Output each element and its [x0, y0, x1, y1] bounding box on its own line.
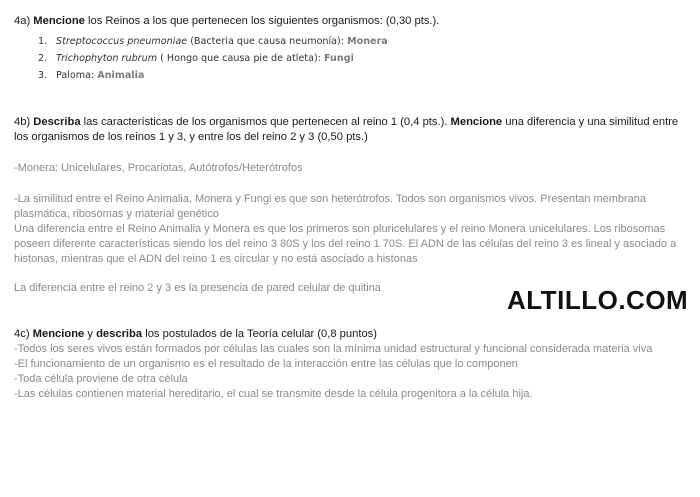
question-4c-mid: y	[84, 328, 97, 340]
organism-name: Trichophyton rubrum	[56, 53, 158, 64]
question-4b-text-1: las características de los organismos que pertenecen al reino 1 (0,4 pts.).	[80, 116, 451, 128]
question-4b-verb-1: Describa	[33, 116, 81, 128]
answer-4c-postulate: -El funcionamiento de un organismo es el resultado de la interacción entre las células que lo componen	[14, 358, 518, 370]
question-4a-text: los Reinos a los que pertenecen los siguientes organismos: (0,30 pts.).	[84, 15, 440, 27]
site-watermark: ALTILLO.COM	[507, 285, 689, 315]
organism-desc: ( Hongo que causa pie de atleta):	[157, 53, 324, 64]
kingdom-answer: Animalia	[97, 70, 145, 81]
organism-list	[14, 33, 690, 84]
list-item	[38, 33, 690, 50]
organism-desc: (Bacteria que causa neumonía):	[187, 36, 348, 47]
organism-desc: Paloma:	[56, 70, 98, 81]
answer-4b-characteristics: -Monera: Unicelulares, Procariotas, Autótrofos/Heterótrofos	[14, 162, 303, 174]
question-4c-verb-1: Mencione	[32, 328, 85, 340]
question-4c	[14, 327, 690, 342]
item-number: 1.	[38, 36, 48, 47]
answer-4b-difference-2-3: La diferencia entre el reino 2 y 3 es la presencia de pared celular de quitina	[14, 282, 381, 294]
list-item	[38, 50, 690, 67]
question-4b-prefix: 4b)	[14, 116, 34, 128]
question-4c-prefix: 4c)	[14, 328, 33, 340]
answer-4b-similarity: -La similitud entre el Reino Animalia, Monera y Fungi es que son heterótrofos. Todos son organismos vivos. Presentan membrana plasmática, ribosomas y material genético	[14, 193, 647, 220]
question-4b	[14, 115, 690, 145]
question-4c-text: los postulados de la Teoría celular (0,8 puntos)	[142, 328, 377, 340]
question-4b-text-2: una diferencia y una similitud entre los organismos de los reinos 1 y 3, y entre los del reino 2 y 3 (0,50 pts.)	[14, 116, 679, 143]
question-4a-prefix: 4a)	[14, 15, 34, 27]
answer-4c-postulate: -Todos los seres vivos están formados por células las cuales son la mínima unidad estructural y funcional considerada materia viva	[14, 343, 653, 355]
question-4c-verb-2: describa	[96, 328, 143, 340]
question-4a-verb: Mencione	[33, 15, 85, 27]
question-4a	[14, 14, 690, 29]
organism-name: Streptococcus pneumoniae	[56, 36, 188, 47]
kingdom-answer: Fungi	[323, 53, 354, 64]
kingdom-answer: Monera	[347, 36, 388, 47]
answer-4b-difference: Una diferencia entre el Reino Animalia y Monera es que los primeros son pluricelulares y el reino Monera unicelulares. Los ribosomas poseen diferente características siendo los del reino 3 80S y los del reino 1 70S. El ADN de las células del reino 3 es lineal y asociado a histonas, mientras que el ADN del reino 1 es circular y no está asociado a histonas	[14, 223, 677, 265]
item-number: 3.	[38, 70, 48, 81]
answer-4c-postulate: -Toda célula proviene de otra célula	[14, 373, 188, 385]
list-item	[38, 67, 690, 84]
question-4b-verb-2: Mencione	[450, 116, 503, 128]
document-page	[14, 14, 690, 402]
answer-4c-postulate: -Las células contienen material hereditario, el cual se transmite desde la célula progenitora a la célula hija.	[14, 388, 533, 400]
item-number: 2.	[38, 53, 48, 64]
